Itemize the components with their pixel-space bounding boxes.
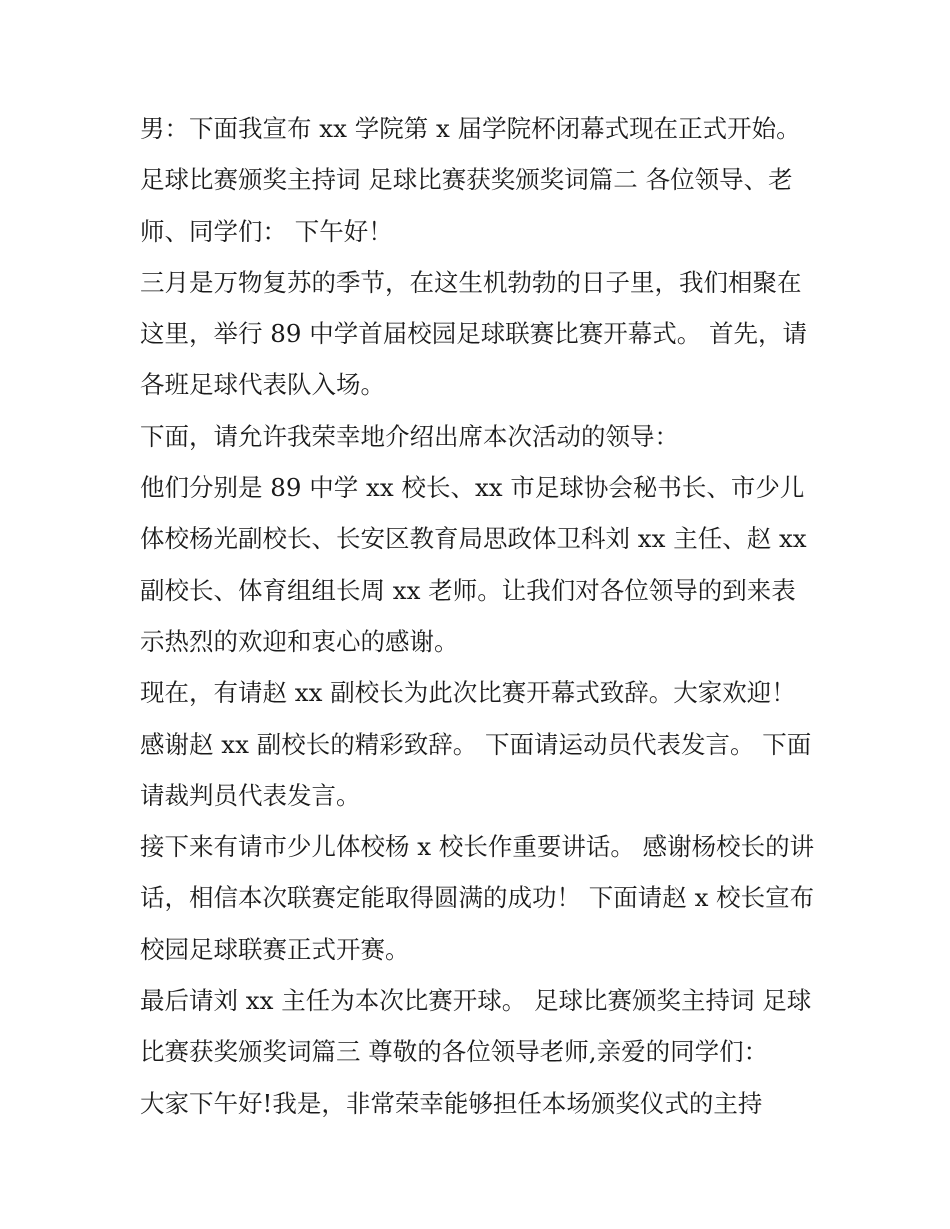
paragraph-6: 现在，有请赵 xx 副校长为此次比赛开幕式致辞。大家欢迎！ xyxy=(140,678,796,708)
paragraph-7: 感谢赵 xx 副校长的精彩致辞。 下面请运动员代表发言。 下面请裁判员代表发言。 xyxy=(140,729,812,810)
paragraph-9: 最后请刘 xx 主任为本次比赛开球。 足球比赛颁奖主持词 足球比赛获奖颁奖词篇三 尊敬的各位领导老师,亲爱的同学们： xyxy=(140,986,812,1067)
paragraph-3: 三月是万物复苏的季节，在这生机勃勃的日子里，我们相聚在这里，举行 89 中学首届校园足球联赛比赛开幕式。 首先，请各班足球代表队入场。 xyxy=(140,267,808,400)
paragraph-1: 男：下面我宣布 xx 学院第 x 届学院杯闭幕式现在正式开始。 xyxy=(140,114,801,143)
paragraph-2: 足球比赛颁奖主持词 足球比赛获奖颁奖词篇二 各位领导、老师、同学们： 下午好！ xyxy=(140,165,793,246)
paragraph-5: 他们分别是 89 中学 xx 校长、xx 市足球协会秘书长、市少儿体校杨光副校长、长安区教育局思政体卫科刘 xx 主任、赵 xx 副校长、体育组组长周 xx 老师。让我们对各位领导的到来表示热烈的欢迎和衷心的感谢。 xyxy=(140,473,815,656)
paragraph-10: 大家下午好!我是，非常荣幸能够担任本场颁奖仪式的主持 xyxy=(140,1088,763,1118)
paragraph-4: 下面，请允许我荣幸地介绍出席本次活动的领导： xyxy=(140,421,679,451)
document-body xyxy=(140,103,815,1129)
paragraph-8: 接下来有请市少儿体校杨 x 校长作重要讲话。 感谢杨校长的讲话，相信本次联赛定能取得圆满的成功！ 下面请赵 x 校长宣布校园足球联赛正式开赛。 xyxy=(140,832,815,964)
